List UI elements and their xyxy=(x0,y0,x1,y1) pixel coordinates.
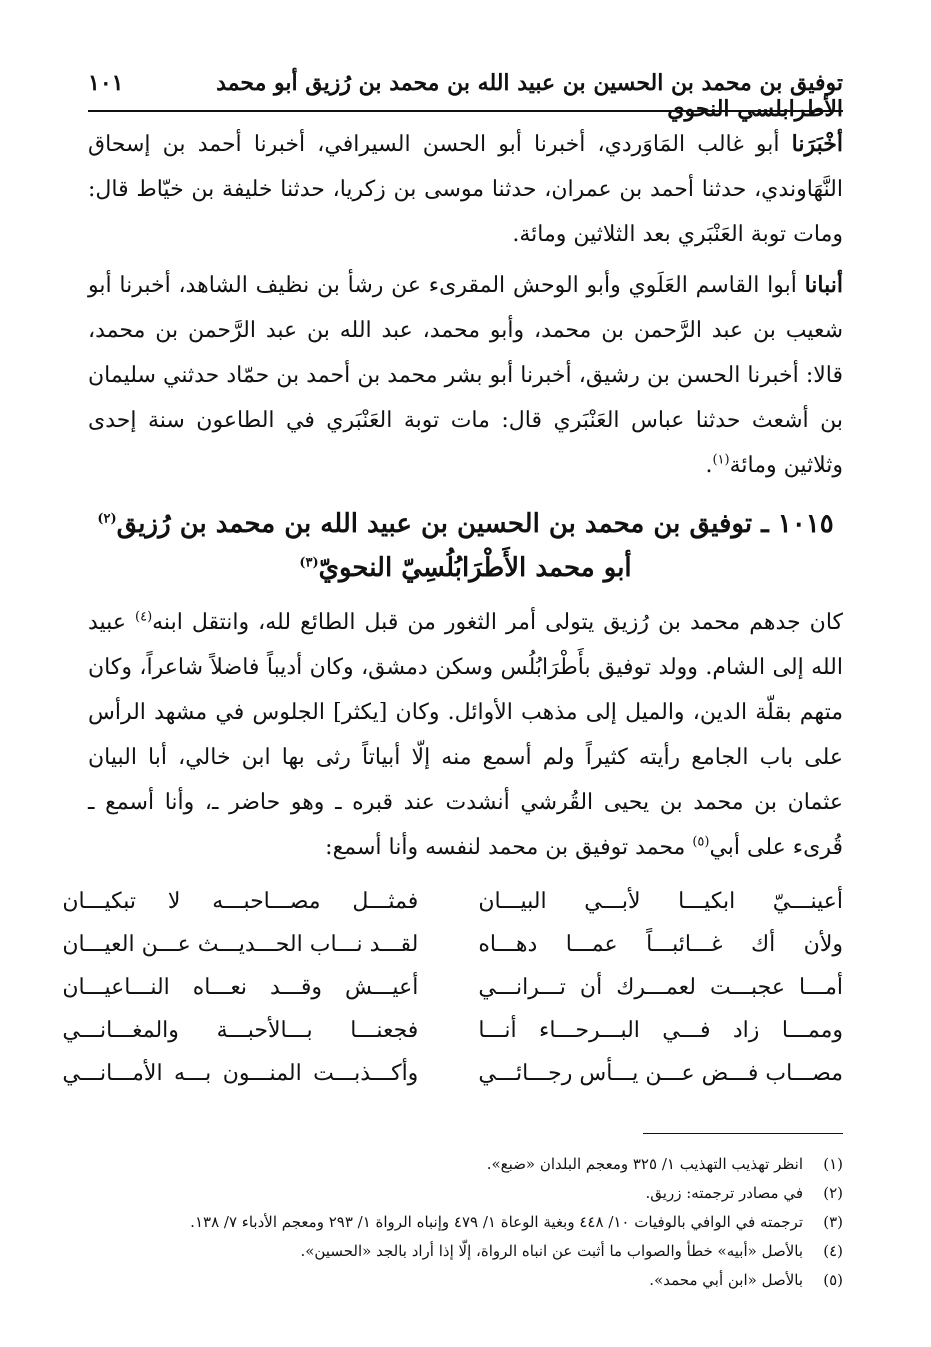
poem-verse-4-first: وممـــا زاد فـــي البـــرحـــاء أنـــا xyxy=(478,1018,843,1043)
paragraph-2-lead: أنبانا xyxy=(804,272,843,298)
footnote-ref-1: (١) xyxy=(712,452,730,468)
poem-verse-5-first: مصـــاب فـــض عـــن يـــأس رجـــائـــي xyxy=(478,1061,843,1086)
entry-heading-text-1: ١٠١٥ ـ توفيق بن محمد بن الحسين بن عبيد الله بن محمد بن رُزيق xyxy=(116,509,834,539)
poem-verse-1-first: أعينـــيّ ابكيـــا لأبـــي البيـــان xyxy=(478,889,843,914)
book-page xyxy=(62,70,843,1295)
poem-verse-3-first: أمـــا عجبـــت لعمـــرك أن تـــرانـــي xyxy=(478,975,843,1000)
paragraph-2-text: أبوا القاسم العَلَوي وأبو الوحش المقرىء عن رشأ بن نظيف الشاهد، أخبرنا أبو شعيب بن عبد الرَّحمن بن محمد، وأبو محمد، عبد الله بن عبد الرَّحمن بن محمد، قالا: أخبرنا الحسن بن رشيق، أخبرنا أبو بشر محمد بن أحمد بن حمّاد حدثني سليمان بن أشعث حدثنا عباس العَنْبَري قال: مات توبة العَنْبَري في الطاعون سنة إحدى وثلاثين ومائة xyxy=(88,273,843,478)
paragraph-1 xyxy=(88,122,843,257)
paragraph-2 xyxy=(88,263,843,488)
footnote-2-text: في مصادر ترجمته: زريق. xyxy=(645,1184,803,1202)
footnote-3 xyxy=(88,1208,843,1237)
poem-verse-5-second: وأكـــذبـــت المنـــون بـــه الأمـــانـــي xyxy=(62,1061,419,1086)
footnote-2-number: (٢) xyxy=(823,1184,843,1202)
footnote-4 xyxy=(88,1237,843,1266)
footnote-ref-5: (٥) xyxy=(692,834,710,850)
entry-heading-line-1 xyxy=(88,502,843,546)
footnote-ref-2: (٢) xyxy=(97,511,117,527)
biography-text-2: عبيد الله إلى الشام. وولد توفيق بأَطْرَابُلُس وسكن دمشق، وكان أديباً فاضلاً شاعراً، وكان متهم بقلّة الدين، والميل إلى مذهب الأوائل. وكان [يكثر] الجلوس في مشهد الرأس على باب الجامع رأيته كثيراً ولم أسمع منه إلّا أبياتاً رثى بها ابن خالي، أبا البيان عثمان بن محمد بن يحيى القُرشي أنشدت عند قبره ـ وهو حاضر ـ، وأنا أسمع ـ قُرىء على أبي xyxy=(88,610,843,860)
footnote-4-number: (٤) xyxy=(823,1242,843,1260)
footnote-3-text: ترجمته في الوافي بالوفيات ١٠/ ٤٤٨ وبغية الوعاة ١/ ٤٧٩ وإنباه الرواة ١/ ٢٩٣ ومعجم الأدباء ٧/ ١٣٨. xyxy=(190,1213,803,1231)
biography-text-1: كان جدهم محمد بن رُزيق يتولى أمر الثغور من قبل الطائع لله، وانتقل ابنه xyxy=(152,610,843,635)
poem-verse-2-second: لقـــد نـــاب الحـــديـــث عـــن العيـــان xyxy=(62,932,419,957)
footnote-ref-3: (٣) xyxy=(299,555,319,571)
paragraph-2-tail: . xyxy=(705,453,713,478)
footnote-4-text: بالأصل «أبيه» خطأ والصواب ما أثبت عن انباه الرواة، إلّا إذا أراد بالجد «الحسين». xyxy=(300,1242,803,1260)
poem-verse-2-first: ولأن أك غـــائبـــاً عمـــا دهـــاه xyxy=(478,932,843,957)
biography-paragraph xyxy=(88,600,843,870)
poem-verse-3-second: أعيـــش وقـــد نعـــاه النـــاعيـــان xyxy=(62,975,419,1000)
footnote-1-text: انظر تهذيب التهذيب ١/ ٣٢٥ ومعجم البلدان «ضبع». xyxy=(486,1155,803,1173)
entry-heading-text-2: أبو محمد الأَطْرَابُلُسِيّ النحويّ xyxy=(318,553,632,583)
running-header xyxy=(88,70,843,122)
poem xyxy=(62,880,843,1095)
footnotes xyxy=(88,1150,843,1295)
entry-heading xyxy=(88,502,843,590)
footnote-1 xyxy=(88,1150,843,1179)
footnote-1-number: (١) xyxy=(823,1155,843,1173)
poem-verse-4-second: فجعنـــا بـــالأحبـــة والمغـــانـــي xyxy=(62,1018,419,1043)
footnote-5 xyxy=(88,1266,843,1295)
footnote-3-number: (٣) xyxy=(823,1213,843,1231)
footnote-2 xyxy=(88,1179,843,1208)
entry-heading-line-2 xyxy=(88,546,843,590)
footnote-ref-4: (٤) xyxy=(135,609,153,625)
paragraph-1-text: أبو غالب المَاوَردي، أخبرنا أبو الحسن السيرافي، أخبرنا أحمد بن إسحاق النَّهَاوندي، حدثنا أحمد بن عمران، حدثنا موسى بن زكريا، حدثنا خليفة بن خيّاط قال: ومات توبة العَنْبَري بعد الثلاثين ومائة. xyxy=(88,132,843,247)
footnote-5-number: (٥) xyxy=(823,1271,843,1289)
footnote-5-text: بالأصل «ابن أبي محمد». xyxy=(649,1271,803,1289)
footnote-rule xyxy=(643,1133,843,1134)
running-title: توفيق بن محمد بن الحسين بن عبيد الله بن محمد بن رُزيق أبو محمد الأطرابلسي النحوي xyxy=(216,70,843,122)
poem-verse-1-second: فمثـــل مصـــاحبـــه لا تبكيـــان xyxy=(62,889,419,914)
page-number: ١٠١ xyxy=(88,70,124,96)
paragraph-1-lead: أخْبَرَنا xyxy=(791,131,843,157)
biography-text-3: محمد توفيق بن محمد لنفسه وأنا أسمع: xyxy=(325,835,693,860)
